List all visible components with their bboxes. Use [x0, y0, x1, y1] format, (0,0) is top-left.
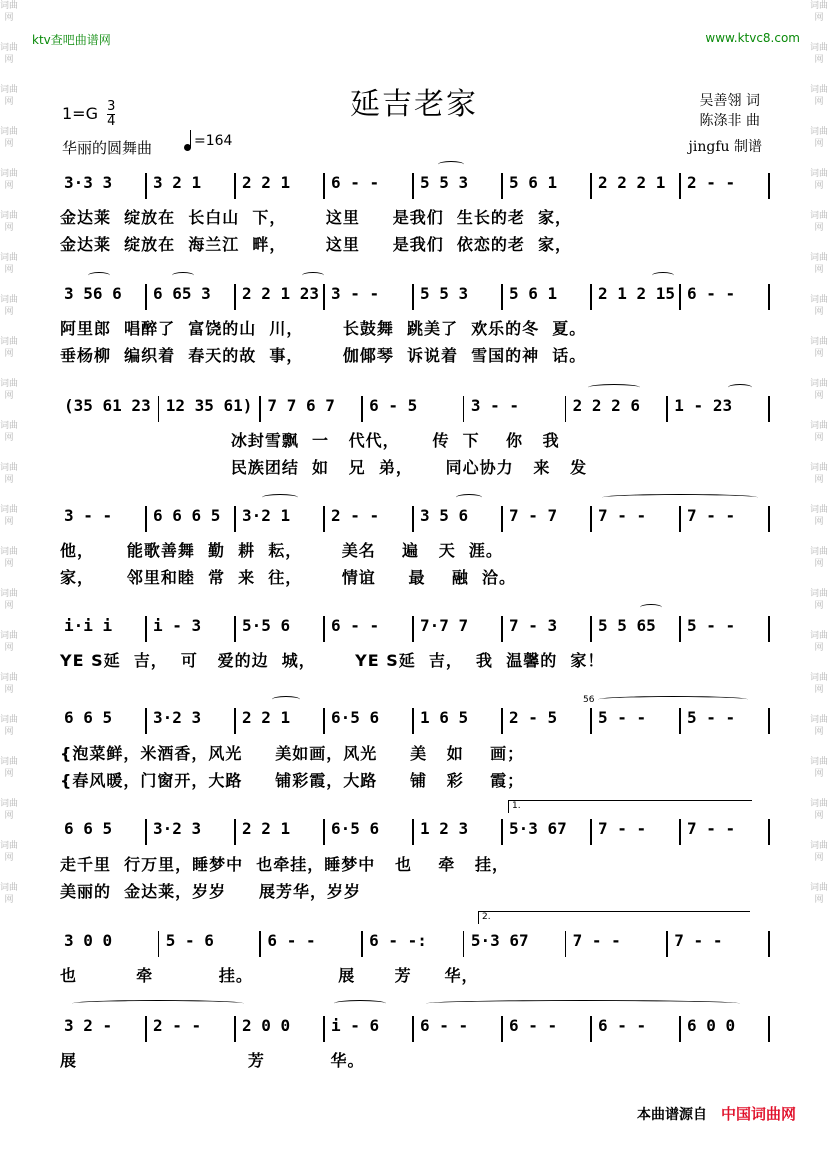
measure-notes: 5 - - [598, 708, 647, 727]
lyric-line: 冰封雪飘 一 代代， 传 下 你 我 [60, 431, 560, 450]
slur [88, 272, 110, 279]
lyric-line: 走千里 行万里，睡梦中 也牵挂，睡梦中 也 牵 挂， [60, 855, 509, 874]
measure-notes: 7 - - [598, 506, 647, 525]
measure-notes: 6 - - [509, 1016, 558, 1035]
measure-notes: 2 2 2 1 [598, 173, 666, 192]
barline [145, 506, 147, 532]
measure-notes: i - 6 [331, 1016, 380, 1035]
tempo-value: =164 [194, 133, 233, 149]
barline [234, 1016, 236, 1042]
measure-notes: 3 2 1 [153, 173, 202, 192]
measure-notes: 5 - - [687, 708, 736, 727]
footer-source [637, 1103, 796, 1124]
barline [501, 173, 503, 199]
second-ending-label: 2. [482, 912, 491, 922]
measure-notes: 2 - - [153, 1016, 202, 1035]
measure-notes: 7 - 7 [509, 506, 558, 525]
measure-notes: 7 - 3 [509, 616, 558, 635]
measure-notes: 1 6 5 [420, 708, 469, 727]
barline [590, 173, 592, 199]
first-ending-label: 1. [512, 801, 521, 811]
measure-notes: 2 - - [331, 506, 380, 525]
measure-notes: 6 65 3 [153, 284, 211, 303]
header-left-site: ktv查吧曲谱网 [32, 33, 111, 47]
second-ending-bracket [478, 911, 750, 924]
measure-notes: 3 - - [470, 396, 520, 415]
barline [361, 931, 363, 957]
slur [728, 384, 752, 391]
header-right-site: www.ktvc8.com [705, 31, 800, 45]
barline [323, 284, 325, 310]
barline [259, 396, 261, 422]
composer-credit: 陈涤非 曲 [699, 113, 760, 129]
barline [679, 173, 681, 199]
barline [768, 396, 770, 422]
notation-line [58, 1010, 770, 1044]
notation-line [58, 702, 770, 736]
measure-notes: 6·5 6 [331, 819, 380, 838]
barline [768, 506, 770, 532]
barline [158, 931, 160, 957]
measure-notes: 3 2 - [64, 1016, 113, 1035]
lyric-line: 金达莱 绽放在 海兰江 畔， 这里 是我们 依恋的老 家， [60, 235, 572, 254]
measure-notes: 6 0 0 [687, 1016, 736, 1035]
notation-line [58, 500, 770, 534]
barline [501, 616, 503, 642]
measure-notes: 7 7 6 7 [267, 396, 335, 415]
barline [412, 616, 414, 642]
barline [323, 819, 325, 845]
barline [679, 708, 681, 734]
measure-notes: 6 - - [331, 173, 380, 192]
measure-notes: i - 3 [153, 616, 202, 635]
barline [768, 284, 770, 310]
measure-notes: 5 5 3 [420, 284, 469, 303]
barline [565, 931, 567, 957]
lyric-line: {泡菜鲜，米酒香，风光 美如画，风光 美 如 画； [60, 744, 525, 763]
measure-notes: 3·2 3 [153, 708, 202, 727]
barline [412, 819, 414, 845]
measure-notes: 2 2 1 [242, 708, 291, 727]
barline [158, 396, 160, 422]
barline [145, 1016, 147, 1042]
barline [590, 506, 592, 532]
measure-notes: 3 - - [64, 506, 113, 525]
barline [234, 819, 236, 845]
measure-notes: 7 - - [687, 819, 736, 838]
notation-line [58, 167, 770, 201]
measure-notes: 6 6 5 [64, 708, 113, 727]
time-denominator: 4 [107, 114, 116, 129]
barline [323, 708, 325, 734]
notation-line [58, 278, 770, 312]
measure-notes: 7 - - [572, 931, 621, 950]
measure-notes: 2 2 1 [242, 819, 291, 838]
measure-notes: 5 5 3 [420, 173, 469, 192]
barline [412, 708, 414, 734]
lyric-line: 展 芳 华。 [60, 1051, 365, 1070]
barline [234, 708, 236, 734]
grace-note: 56 [583, 695, 595, 705]
slur [72, 1000, 244, 1007]
key-label: 1=G [62, 104, 98, 123]
arranger-credit: jingfu 制谱 [688, 139, 762, 155]
time-signature [107, 100, 115, 129]
lyric-line: 他， 能歌善舞 勤 耕 耘， 美名 遍 天 涯。 [60, 541, 503, 560]
barline [463, 396, 465, 422]
slur [302, 272, 324, 279]
barline [501, 819, 503, 845]
slur [598, 696, 748, 703]
barline [768, 173, 770, 199]
measure-notes: 2 2 2 6 [572, 396, 640, 415]
slur [640, 604, 662, 611]
barline [501, 708, 503, 734]
barline [412, 1016, 414, 1042]
barline [234, 616, 236, 642]
measure-notes: 6 6 6 5 [153, 506, 221, 525]
measure-notes: 5 5 65 [598, 616, 656, 635]
barline [361, 396, 363, 422]
measure-notes: 5 6 1 [509, 173, 558, 192]
barline [501, 284, 503, 310]
barline [768, 819, 770, 845]
measure-notes: 6 - - [420, 1016, 469, 1035]
tempo-mark [184, 133, 232, 149]
lyric-line: 家， 邻里和睦 常 来 往， 情谊 最 融 洽。 [60, 568, 516, 587]
measure-notes: 6 - - [687, 284, 736, 303]
barline [412, 284, 414, 310]
measure-notes: 5 6 1 [509, 284, 558, 303]
measure-notes: 2 2 1 [242, 173, 291, 192]
barline [590, 616, 592, 642]
measure-notes: 6 - -: [369, 931, 427, 950]
notation-line [58, 610, 770, 644]
barline [768, 931, 770, 957]
time-numerator: 3 [107, 99, 116, 114]
barline [323, 616, 325, 642]
measure-notes: 2 1 2 15 [598, 284, 676, 303]
quarter-note-icon [184, 144, 191, 151]
barline [501, 1016, 503, 1042]
barline [323, 506, 325, 532]
slur [262, 494, 298, 501]
lyric-line: {春风暖，门窗开，大路 铺彩霞，大路 铺 彩 霞； [60, 771, 525, 790]
barline [590, 819, 592, 845]
measure-notes: 3 5 6 [420, 506, 469, 525]
barline [234, 173, 236, 199]
measure-notes: 1 2 3 [420, 819, 469, 838]
measure-notes: 6 - 5 [369, 396, 418, 415]
left-watermark: 词曲网 词曲网 词曲网 词曲网 词曲网 词曲网 词曲网 词曲网 词曲网 词曲网 词曲网 词曲网 词曲网 词曲网 词曲网 词曲网 词曲网 词曲网 词曲网 词曲网 词曲网 词曲网 [0, 1, 18, 905]
measure-notes: 5·3 67 [509, 819, 567, 838]
barline [412, 173, 414, 199]
lyric-line: 垂杨柳 编织着 春天的故 事， 伽倻琴 诉说着 雪国的神 话。 [60, 346, 587, 365]
barline [666, 931, 668, 957]
barline [679, 506, 681, 532]
barline [323, 173, 325, 199]
measure-notes: 5 - 6 [165, 931, 214, 950]
measure-notes: 6·5 6 [331, 708, 380, 727]
song-title: 延吉老家 [350, 87, 478, 122]
measure-notes: 3 0 0 [64, 931, 113, 950]
source-brand[interactable]: 中国词曲网 [720, 1105, 796, 1123]
measure-notes: 12 35 61) [165, 396, 253, 415]
barline [145, 173, 147, 199]
measure-notes: 3·2 1 [242, 506, 291, 525]
measure-notes: 2 - 5 [509, 708, 558, 727]
barline [323, 1016, 325, 1042]
barline [259, 931, 261, 957]
notation-line [58, 390, 770, 424]
style-label: 华丽的圆舞曲 [62, 139, 153, 157]
lyric-line: YE S延 吉， 可 爱的边 城， YE S延 吉， 我 温馨的 家！ [60, 651, 605, 670]
barline [565, 396, 567, 422]
measure-notes: 3·2 3 [153, 819, 202, 838]
barline [145, 284, 147, 310]
barline [145, 708, 147, 734]
barline [145, 616, 147, 642]
barline [768, 708, 770, 734]
lyric-line: 金达莱 绽放在 长白山 下， 这里 是我们 生长的老 家， [60, 208, 572, 227]
measure-notes: 7·7 7 [420, 616, 469, 635]
barline [679, 616, 681, 642]
lyric-line: 也 牵 挂。 展 芳 华， [60, 966, 479, 985]
barline [679, 819, 681, 845]
measure-notes: 7 - - [598, 819, 647, 838]
right-watermark: 词曲网 词曲网 词曲网 词曲网 词曲网 词曲网 词曲网 词曲网 词曲网 词曲网 词曲网 词曲网 词曲网 词曲网 词曲网 词曲网 词曲网 词曲网 词曲网 词曲网 词曲网 词曲网 [810, 1, 828, 905]
measure-notes: 2 2 1 23 [242, 284, 320, 303]
slur [172, 272, 194, 279]
measure-notes: 6 - - [331, 616, 380, 635]
barline [666, 396, 668, 422]
notation-line [58, 925, 770, 959]
first-ending-bracket [508, 800, 752, 813]
slur [456, 494, 482, 501]
barline [768, 1016, 770, 1042]
measure-notes: 7 - - [687, 506, 736, 525]
slur [334, 1000, 386, 1007]
measure-notes: 6 6 5 [64, 819, 113, 838]
lyric-line: 美丽的 金达莱，岁岁 展芳华，岁岁 [60, 882, 361, 901]
barline [590, 1016, 592, 1042]
barline [234, 506, 236, 532]
measure-notes: 7 - - [674, 931, 723, 950]
measure-notes: 2 0 0 [242, 1016, 291, 1035]
measure-notes: 6 - - [598, 1016, 647, 1035]
measure-notes: i·i i [64, 616, 113, 635]
barline [590, 708, 592, 734]
barline [679, 284, 681, 310]
measure-notes: 3 - - [331, 284, 380, 303]
lyricist-credit: 吴善翎 词 [699, 93, 760, 109]
measure-notes: 1 - 23 [674, 396, 733, 415]
measure-notes: 5·5 6 [242, 616, 291, 635]
barline [463, 931, 465, 957]
barline [145, 819, 147, 845]
lyric-line: 阿里郎 唱醉了 富饶的山 川， 长鼓舞 跳美了 欢乐的冬 夏。 [60, 319, 587, 338]
measure-notes: 3 56 6 [64, 284, 122, 303]
slur [652, 272, 674, 279]
measure-notes: 6 - - [267, 931, 316, 950]
barline [412, 506, 414, 532]
key-signature [62, 100, 115, 129]
notation-line [58, 813, 770, 847]
measure-notes: 2 - - [687, 173, 736, 192]
lyric-line: 民族团结 如 兄 弟， 同心协力 来 发 [60, 458, 588, 477]
barline [679, 1016, 681, 1042]
measure-notes: (35 61 23 [64, 396, 151, 415]
slur [602, 494, 758, 501]
measure-notes: 3·3 3 [64, 173, 113, 192]
barline [234, 284, 236, 310]
slur [426, 1000, 740, 1007]
measure-notes: 5 - - [687, 616, 736, 635]
barline [501, 506, 503, 532]
source-label: 本曲谱源自 [636, 1107, 707, 1123]
barline [768, 616, 770, 642]
slur [588, 384, 640, 391]
barline [590, 284, 592, 310]
slur [272, 696, 300, 703]
slur [438, 161, 464, 168]
measure-notes: 5·3 67 [470, 931, 529, 950]
